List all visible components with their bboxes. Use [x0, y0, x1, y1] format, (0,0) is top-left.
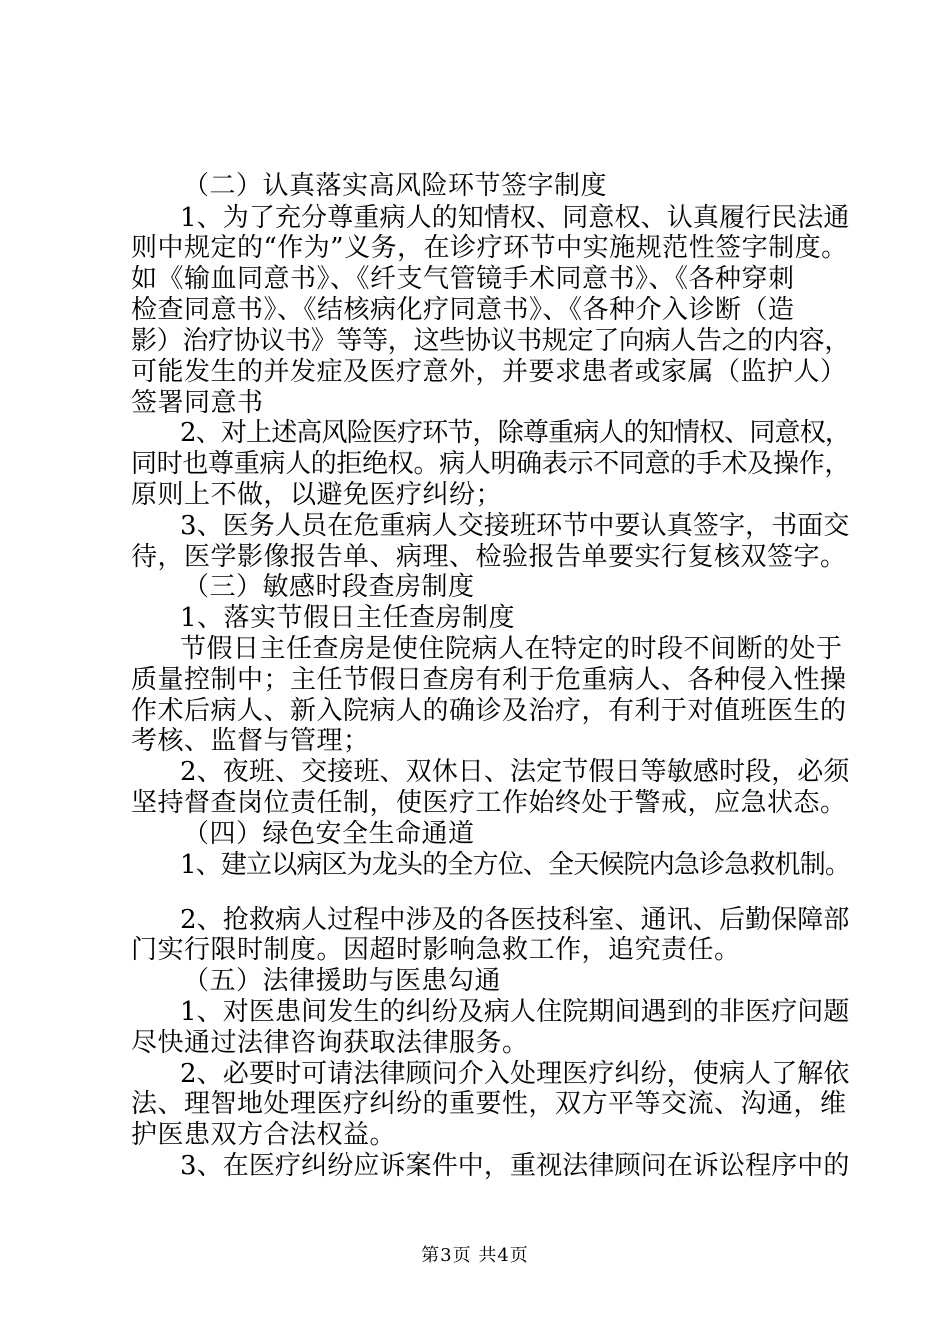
paragraph-line: 门实行限时制度。因超时影响急救工作，追究责任。	[131, 935, 741, 965]
paragraph-line: 尽快通过法律咨询获取法律服务。	[131, 1028, 529, 1058]
paragraph-line: 3、医务人员在危重病人交接班环节中要认真签字，书面交	[180, 511, 850, 541]
paragraph-line: 影）治疗协议书》等等，这些协议书规定了向病人告之的内容，	[131, 326, 851, 356]
paragraph-line: 1、落实节假日主任查房制度	[180, 603, 516, 633]
paragraph-line: 2、抢救病人过程中涉及的各医技科室、通讯、后勤保障部	[180, 905, 850, 935]
section-heading-5: （五）法律援助与医患勾通	[183, 966, 502, 996]
paragraph-line: 节假日主任查房是使住院病人在特定的时段不间断的处于	[180, 634, 843, 664]
paragraph-line: 2、必要时可请法律顾问介入处理医疗纠纷，使病人了解依	[180, 1059, 850, 1089]
section-heading-2: （二）认真落实高风险环节签字制度	[183, 171, 608, 201]
paragraph-line: 质量控制中；主任节假日查房有利于危重病人、各种侵入性操	[131, 665, 847, 695]
paragraph-line: 护医患双方合法权益。	[131, 1120, 397, 1150]
paragraph-line: 法、理智地处理医疗纠纷的重要性，双方平等交流、沟通，维	[131, 1089, 847, 1119]
paragraph-line: 1、对医患间发生的纠纷及病人住院期间遇到的非医疗问题	[180, 997, 850, 1027]
paragraph-line: 2、夜班、交接班、双休日、法定节假日等敏感时段，必须	[180, 757, 850, 787]
paragraph-line: 作术后病人、新入院病人的确诊及治疗，有利于对值班医生的	[131, 696, 847, 726]
section-heading-4: （四）绿色安全生命通道	[183, 819, 475, 849]
paragraph-line: 待，医学影像报告单、病理、检验报告单要实行复核双签字。	[131, 542, 847, 572]
paragraph-line: 1、建立以病区为龙头的全方位、全天候院内急诊急救机制。	[180, 850, 851, 880]
paragraph-line: 检查同意书》、《结核病化疗同意书》、《各种介入诊断（造	[131, 295, 795, 325]
paragraph-line: 考核、监督与管理；	[131, 726, 370, 756]
paragraph-line: 坚持督查岗位责任制，使医疗工作始终处于警戒，应急状态。	[131, 788, 847, 818]
paragraph-line: 1、为了充分尊重病人的知情权、同意权、认真履行民法通	[180, 203, 850, 233]
paragraph-line: 则中规定的“作为”义务，在诊疗环节中实施规范性签字制度。	[131, 233, 848, 263]
paragraph-line: 如《输血同意书》、《纤支气管镜手术同意书》、《各种穿刺	[131, 264, 795, 294]
paragraph-line: 3、在医疗纠纷应诉案件中，重视法律顾问在诉讼程序中的	[180, 1151, 850, 1181]
paragraph-line: 签署同意书	[131, 388, 264, 418]
paragraph-line: 2、对上述高风险医疗环节，除尊重病人的知情权、同意权，	[180, 418, 851, 448]
paragraph-line: 原则上不做，以避免医疗纠纷；	[131, 480, 503, 510]
page-number-footer: 第3页 共4页	[421, 1245, 529, 1266]
paragraph-line: 同时也尊重病人的拒绝权。病人明确表示不同意的手术及操作，	[131, 449, 851, 479]
section-heading-3: （三）敏感时段查房制度	[183, 572, 475, 602]
paragraph-line: 可能发生的并发症及医疗意外，并要求患者或家属（监护人）	[131, 357, 847, 387]
